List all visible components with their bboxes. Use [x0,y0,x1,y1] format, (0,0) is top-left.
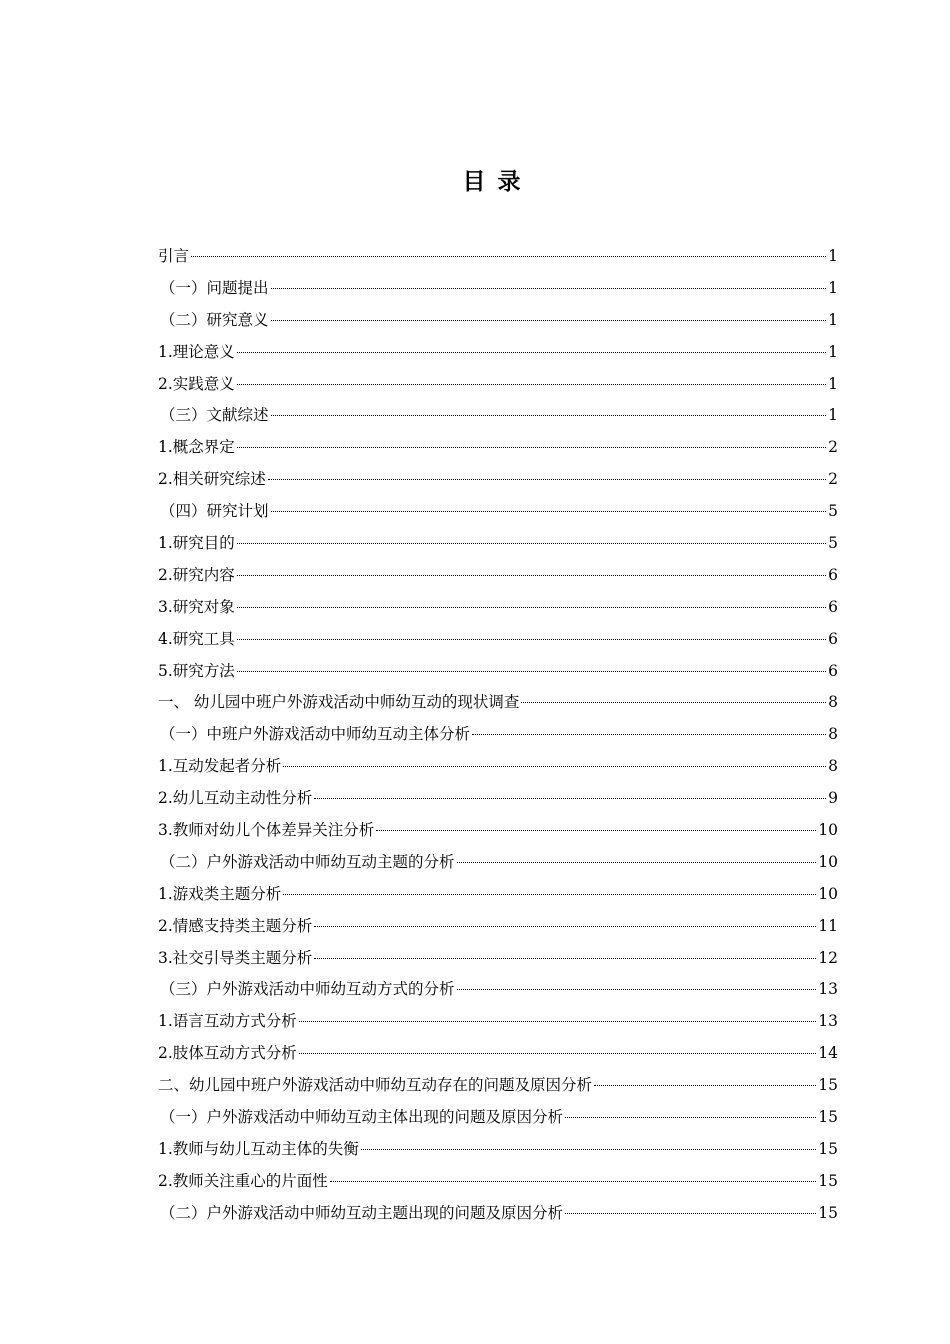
toc-entry[interactable] [158,1038,838,1070]
toc-entry[interactable] [158,592,838,624]
toc-entry-text: 4.研究工具 [158,629,235,648]
toc-entry-page: 15 [818,1171,838,1190]
toc-entry[interactable] [158,751,838,783]
toc-entry[interactable] [158,815,838,847]
toc-dot-leader [376,830,816,831]
toc-entry-text: （一）中班户外游戏活动中师幼互动主体分析 [160,725,471,744]
toc-entry-page: 8 [828,693,838,712]
toc-entry-page: 6 [828,629,838,648]
toc-entry-text: （一）户外游戏活动中师幼互动主体出现的问题及原因分析 [160,1108,564,1127]
toc-dot-leader [565,1117,816,1118]
toc-entry-page: 12 [818,948,838,967]
toc-entry-page: 1 [828,406,838,425]
toc-dot-leader [237,575,826,576]
toc-dot-leader [299,1021,816,1022]
toc-entry-text: 1.研究目的 [158,534,235,553]
toc-entry[interactable] [158,847,838,879]
toc-dot-leader [271,415,827,416]
toc-entry-text: 3.研究对象 [158,597,235,616]
toc-dot-leader [237,543,826,544]
toc-entry-page: 1 [828,374,838,393]
toc-dot-leader [457,862,817,863]
toc-list [158,241,838,1230]
toc-entry[interactable] [158,1198,838,1230]
toc-entry-text: （二）研究意义 [160,310,269,329]
toc-dot-leader [361,1149,816,1150]
toc-entry[interactable] [158,624,838,656]
toc-entry-page: 15 [818,1139,838,1158]
toc-entry[interactable] [158,1134,838,1166]
toc-entry-text: 2.研究内容 [158,565,235,584]
toc-entry-text: 1.互动发起者分析 [158,757,282,776]
toc-entry-page: 1 [828,310,838,329]
toc-entry[interactable] [158,1006,838,1038]
toc-entry[interactable] [158,911,838,943]
toc-dot-leader [271,511,827,512]
toc-entry[interactable] [158,369,838,401]
toc-dot-leader [237,671,826,672]
toc-entry-page: 15 [818,1076,838,1095]
toc-entry-page: 13 [818,1012,838,1031]
toc-entry[interactable] [158,943,838,975]
toc-dot-leader [314,798,826,799]
toc-entry[interactable] [158,879,838,911]
toc-entry[interactable] [158,1166,838,1198]
toc-entry-page: 5 [828,534,838,553]
toc-dot-leader [283,766,826,767]
toc-dot-leader [268,479,826,480]
toc-dot-leader [237,352,826,353]
toc-entry-page: 6 [828,565,838,584]
toc-entry-page: 6 [828,597,838,616]
toc-entry-text: 1.游戏类主题分析 [158,884,282,903]
toc-entry-text: （四）研究计划 [160,502,269,521]
toc-entry-text: 5.研究方法 [158,661,235,680]
toc-dot-leader [271,320,827,321]
toc-entry-page: 6 [828,661,838,680]
toc-entry-text: （二）户外游戏活动中师幼互动主题的分析 [160,852,455,871]
toc-title: 目 录 [462,169,523,195]
toc-entry[interactable] [158,783,838,815]
toc-entry[interactable] [158,1070,838,1102]
toc-entry[interactable] [158,464,838,496]
toc-dot-leader [237,384,826,385]
toc-entry-page: 10 [818,884,838,903]
toc-entry-text: 引言 [158,247,190,265]
toc-dot-leader [314,958,816,959]
toc-entry-page: 1 [828,278,838,297]
toc-entry[interactable] [158,241,838,273]
toc-entry-text: 1.教师与幼儿互动主体的失衡 [158,1139,359,1158]
toc-entry[interactable] [158,719,838,751]
toc-entry-text: 2.幼儿互动主动性分析 [158,789,313,808]
toc-entry-text: 二、幼儿园中班户外游戏活动中师幼互动存在的问题及原因分析 [158,1076,593,1095]
toc-entry-page: 15 [818,1203,838,1222]
toc-entry[interactable] [158,656,838,688]
toc-entry-text: （三）文献综述 [160,406,269,425]
toc-entry-page: 8 [828,757,838,776]
toc-entry-page: 1 [828,247,838,265]
toc-entry-page: 15 [818,1108,838,1127]
toc-entry-page: 1 [828,342,838,361]
toc-entry-page: 9 [828,789,838,808]
toc-dot-leader [330,1181,816,1182]
toc-entry[interactable] [158,496,838,528]
toc-entry-page: 2 [828,470,838,489]
toc-entry-text: 1.概念界定 [158,438,235,457]
toc-dot-leader [594,1085,816,1086]
toc-entry-text: 2.相关研究综述 [158,470,266,489]
toc-entry-page: 10 [818,821,838,840]
toc-dot-leader [457,989,817,990]
toc-entry[interactable] [158,560,838,592]
toc-entry-text: 一、 幼儿园中班户外游戏活动中师幼互动的现状调查 [158,693,520,712]
toc-entry-page: 5 [828,502,838,521]
toc-entry-text: （三）户外游戏活动中师幼互动方式的分析 [160,980,455,999]
toc-entry-page: 11 [818,916,838,935]
toc-entry-page: 2 [828,438,838,457]
toc-entry-page: 10 [818,852,838,871]
toc-entry-page: 13 [818,980,838,999]
toc-entry-text: 1.语言互动方式分析 [158,1012,297,1031]
toc-entry-page: 14 [818,1044,838,1063]
toc-dot-leader [237,607,826,608]
toc-entry[interactable] [158,974,838,1006]
toc-dot-leader [314,926,816,927]
toc-entry[interactable] [158,337,838,369]
toc-dot-leader [299,1053,816,1054]
toc-dot-leader [565,1213,816,1214]
toc-dot-leader [237,639,826,640]
toc-entry[interactable] [158,400,838,432]
toc-entry-text: 2.肢体互动方式分析 [158,1044,297,1063]
toc-dot-leader [191,256,826,257]
toc-entry[interactable] [158,528,838,560]
toc-entry-page: 8 [828,725,838,744]
toc-entry-text: 1.理论意义 [158,342,235,361]
toc-entry[interactable] [158,432,838,464]
toc-entry[interactable] [158,687,838,719]
toc-entry-text: 2.实践意义 [158,374,235,393]
toc-entry-text: 3.社交引导类主题分析 [158,948,313,967]
toc-dot-leader [283,894,816,895]
toc-dot-leader [271,288,827,289]
toc-entry[interactable] [158,273,838,305]
toc-entry-text: （一）问题提出 [160,278,269,297]
toc-entry[interactable] [158,1102,838,1134]
toc-dot-leader [521,702,826,703]
toc-dot-leader [237,447,826,448]
toc-entry-text: 3.教师对幼儿个体差异关注分析 [158,821,375,840]
toc-entry[interactable] [158,305,838,337]
toc-entry-text: 2.情感支持类主题分析 [158,916,313,935]
toc-entry-text: 2.教师关注重心的片面性 [158,1171,328,1190]
toc-dot-leader [472,734,826,735]
toc-entry-text: （二）户外游戏活动中师幼互动主题出现的问题及原因分析 [160,1203,564,1222]
